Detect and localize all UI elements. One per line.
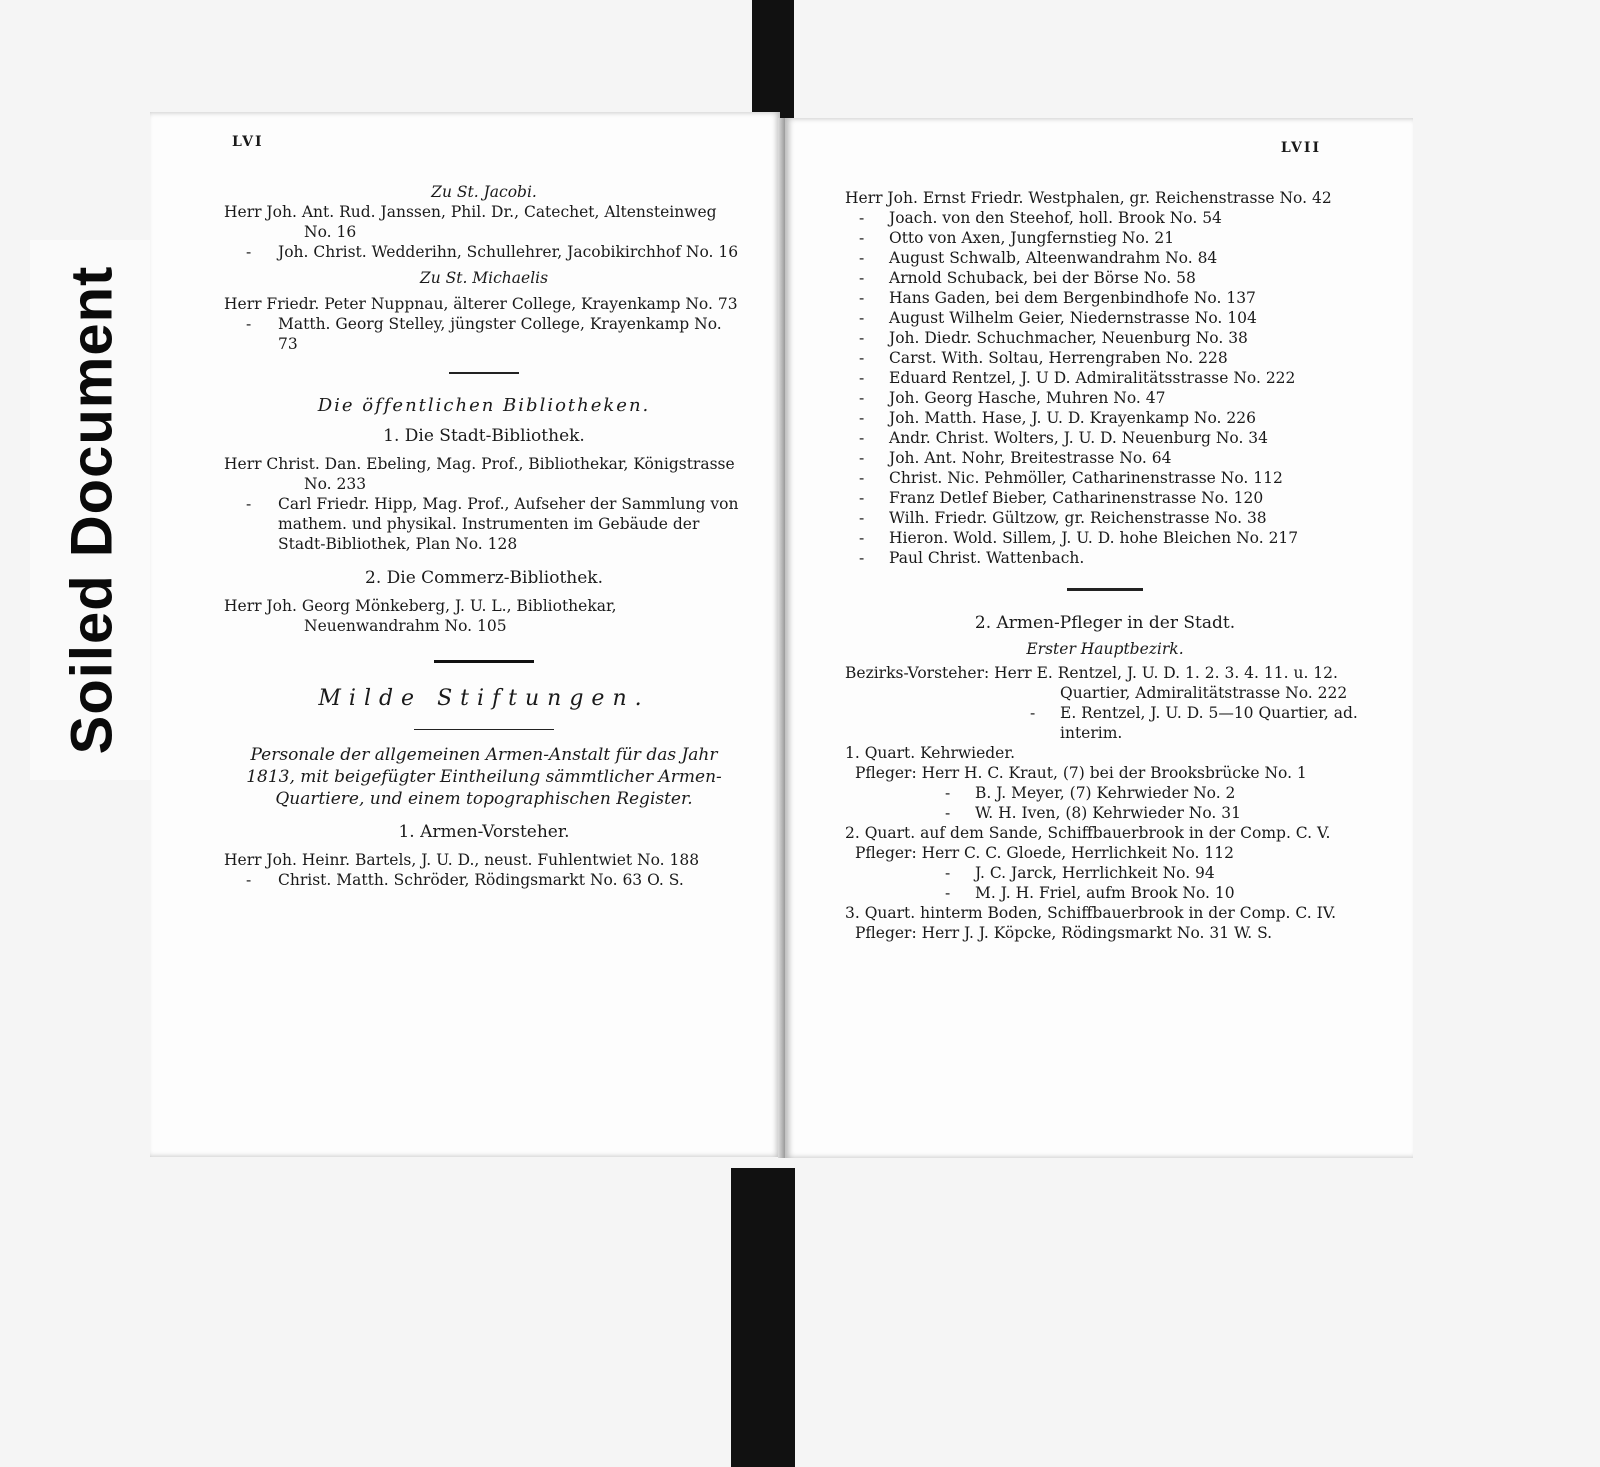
list-item: - Hieron. Wold. Sillem, J. U. D. hohe Bleichen No. 217 bbox=[859, 529, 1299, 547]
left-page bbox=[150, 112, 780, 1157]
pfleger-q3: Pfleger: Herr J. J. Köpcke, Rödingsmarkt No. 31 W. S. bbox=[855, 924, 1273, 942]
personale-text: Personale der allgemeinen Armen-Anstalt für das Jahr 1813, mit beigefügter Eintheilung sämmtlicher Armen-Quartiere, und einem topographischen Register. bbox=[246, 745, 722, 809]
list-item: - Joh. Georg Hasche, Muhren No. 47 bbox=[859, 389, 1166, 407]
list-item: - Joh. Matth. Hase, J. U. D. Krayenkamp No. 226 bbox=[859, 409, 1256, 427]
binding-strip-bottom bbox=[731, 1168, 795, 1467]
pfleger-q2: Pfleger: Herr C. C. Gloede, Herrlichkeit No. 112 bbox=[855, 844, 1234, 862]
pfleger-q2-sub: - J. C. Jarck, Herrlichkeit No. 94 bbox=[945, 864, 1215, 882]
entry-vorsteher-1: Herr Joh. Heinr. Bartels, J. U. D., neust. Fuhlentwiet No. 188 bbox=[224, 851, 700, 869]
list-item: - Eduard Rentzel, J. U D. Admiralitätsstrasse No. 222 bbox=[859, 369, 1296, 387]
list-item: - Joh. Ant. Nohr, Breitestrasse No. 64 bbox=[859, 449, 1172, 467]
section-heading-commerz-bibliothek: 2. Die Commerz-Bibliothek. bbox=[365, 568, 603, 588]
quart-heading-3: 3. Quart. hinterm Boden, Schiffbauerbrook in der Comp. C. IV. bbox=[845, 904, 1337, 922]
entry-michaelis-2: - Matth. Georg Stelley, jüngster College, Krayenkamp No. 73 bbox=[246, 315, 722, 353]
quart-heading-1: 1. Quart. Kehrwieder. bbox=[845, 744, 1015, 762]
entry-bezirks-sub: - E. Rentzel, J. U. D. 5—10 Quartier, ad. interim. bbox=[1030, 704, 1358, 742]
list-item: - Paul Christ. Wattenbach. bbox=[859, 549, 1085, 567]
section-heading-michaelis: Zu St. Michaelis bbox=[419, 269, 549, 287]
entry-vorsteher-2: - Christ. Matth. Schröder, Rödingsmarkt No. 63 O. S. bbox=[246, 871, 684, 889]
pfleger-q1-sub: - B. J. Meyer, (7) Kehrwieder No. 2 bbox=[945, 784, 1236, 802]
list-item: - Otto von Axen, Jungfernstieg No. 21 bbox=[859, 229, 1175, 247]
entry-stadt-bib-2: - Carl Friedr. Hipp, Mag. Prof., Aufseher der Sammlung von mathem. und physikal. Instrumenten im Gebäude der Stadt-Bibliothek, Plan No. 128 bbox=[246, 495, 739, 553]
binding-strip-top bbox=[752, 0, 794, 118]
section-heading-stiftungen: Milde Stiftungen. bbox=[318, 686, 650, 711]
pfleger-q2-sub: - M. J. H. Friel, aufm Brook No. 10 bbox=[945, 884, 1235, 902]
page-number-left: LVI bbox=[232, 134, 264, 150]
list-item: - Christ. Nic. Pehmöller, Catharinenstrasse No. 112 bbox=[859, 469, 1283, 487]
entry-stadt-bib-1: Herr Christ. Dan. Ebeling, Mag. Prof., Bibliothekar, Königstrasse No. 233 bbox=[224, 455, 735, 493]
list-item: - Carst. With. Soltau, Herrengraben No. 228 bbox=[859, 349, 1228, 367]
section-heading-hauptbezirk: Erster Hauptbezirk. bbox=[1026, 640, 1184, 658]
entry-bezirks-vorsteher: Bezirks-Vorsteher: Herr E. Rentzel, J. U. D. 1. 2. 3. 4. 11. u. 12. Quartier, Admiralitätstrasse No. 222 bbox=[845, 664, 1348, 702]
section-heading-jacobi: Zu St. Jacobi. bbox=[431, 183, 537, 201]
divider-rule bbox=[449, 372, 519, 374]
page-number-right: LVII bbox=[1280, 140, 1321, 156]
soiled-document-label: Soiled Document bbox=[59, 265, 125, 755]
list-item: - August Schwalb, Alteenwandrahm No. 84 bbox=[859, 249, 1218, 267]
list-item: - Wilh. Friedr. Gültzow, gr. Reichenstrasse No. 38 bbox=[859, 509, 1267, 527]
list-item: - Joach. von den Steehof, holl. Brook No. 54 bbox=[859, 209, 1222, 227]
divider-rule-thick bbox=[434, 660, 534, 663]
pfleger-q1: Pfleger: Herr H. C. Kraut, (7) bei der Brooksbrücke No. 1 bbox=[855, 764, 1307, 782]
quart-heading-2: 2. Quart. auf dem Sande, Schiffbauerbrook in der Comp. C. V. bbox=[845, 824, 1331, 842]
list-item: - Andr. Christ. Wolters, J. U. D. Neuenburg No. 34 bbox=[859, 429, 1269, 447]
entry-michaelis-1: Herr Friedr. Peter Nuppnau, älterer College, Krayenkamp No. 73 bbox=[224, 295, 738, 313]
entry-jacobi-2: - Joh. Christ. Wedderihn, Schullehrer, Jacobikirchhof No. 16 bbox=[246, 243, 739, 261]
right-page bbox=[785, 118, 1413, 1158]
entry-jacobi-1: Herr Joh. Ant. Rud. Janssen, Phil. Dr., Catechet, Altensteinweg No. 16 bbox=[224, 203, 717, 241]
right-page-content bbox=[845, 188, 1365, 943]
pfleger-q1-sub: - W. H. Iven, (8) Kehrwieder No. 31 bbox=[945, 804, 1241, 822]
left-page-content bbox=[224, 182, 744, 890]
section-heading-bibliotheken: Die öffentlichen Bibliotheken. bbox=[317, 395, 651, 416]
list-item: - Arnold Schuback, bei der Börse No. 58 bbox=[859, 269, 1196, 287]
section-heading-stadt-bibliothek: 1. Die Stadt-Bibliothek. bbox=[383, 426, 585, 446]
section-heading-armen-pfleger: 2. Armen-Pfleger in der Stadt. bbox=[974, 613, 1236, 633]
entry-westphalen: Herr Joh. Ernst Friedr. Westphalen, gr. Reichenstrasse No. 42 bbox=[845, 189, 1332, 207]
list-item: - Joh. Diedr. Schuchmacher, Neuenburg No. 38 bbox=[859, 329, 1248, 347]
divider-rule bbox=[1067, 588, 1143, 591]
list-item: - Hans Gaden, bei dem Bergenbindhofe No. 137 bbox=[859, 289, 1256, 307]
list-item: - August Wilhelm Geier, Niedernstrasse No. 104 bbox=[859, 309, 1257, 327]
entry-commerz-1: Herr Joh. Georg Mönkeberg, J. U. L., Bibliothekar, Neuenwandrahm No. 105 bbox=[224, 597, 617, 635]
section-heading-armen-vorsteher: 1. Armen-Vorsteher. bbox=[398, 822, 570, 842]
list-item: - Franz Detlef Bieber, Catharinenstrasse No. 120 bbox=[859, 489, 1264, 507]
divider-rule-thin bbox=[414, 729, 554, 730]
